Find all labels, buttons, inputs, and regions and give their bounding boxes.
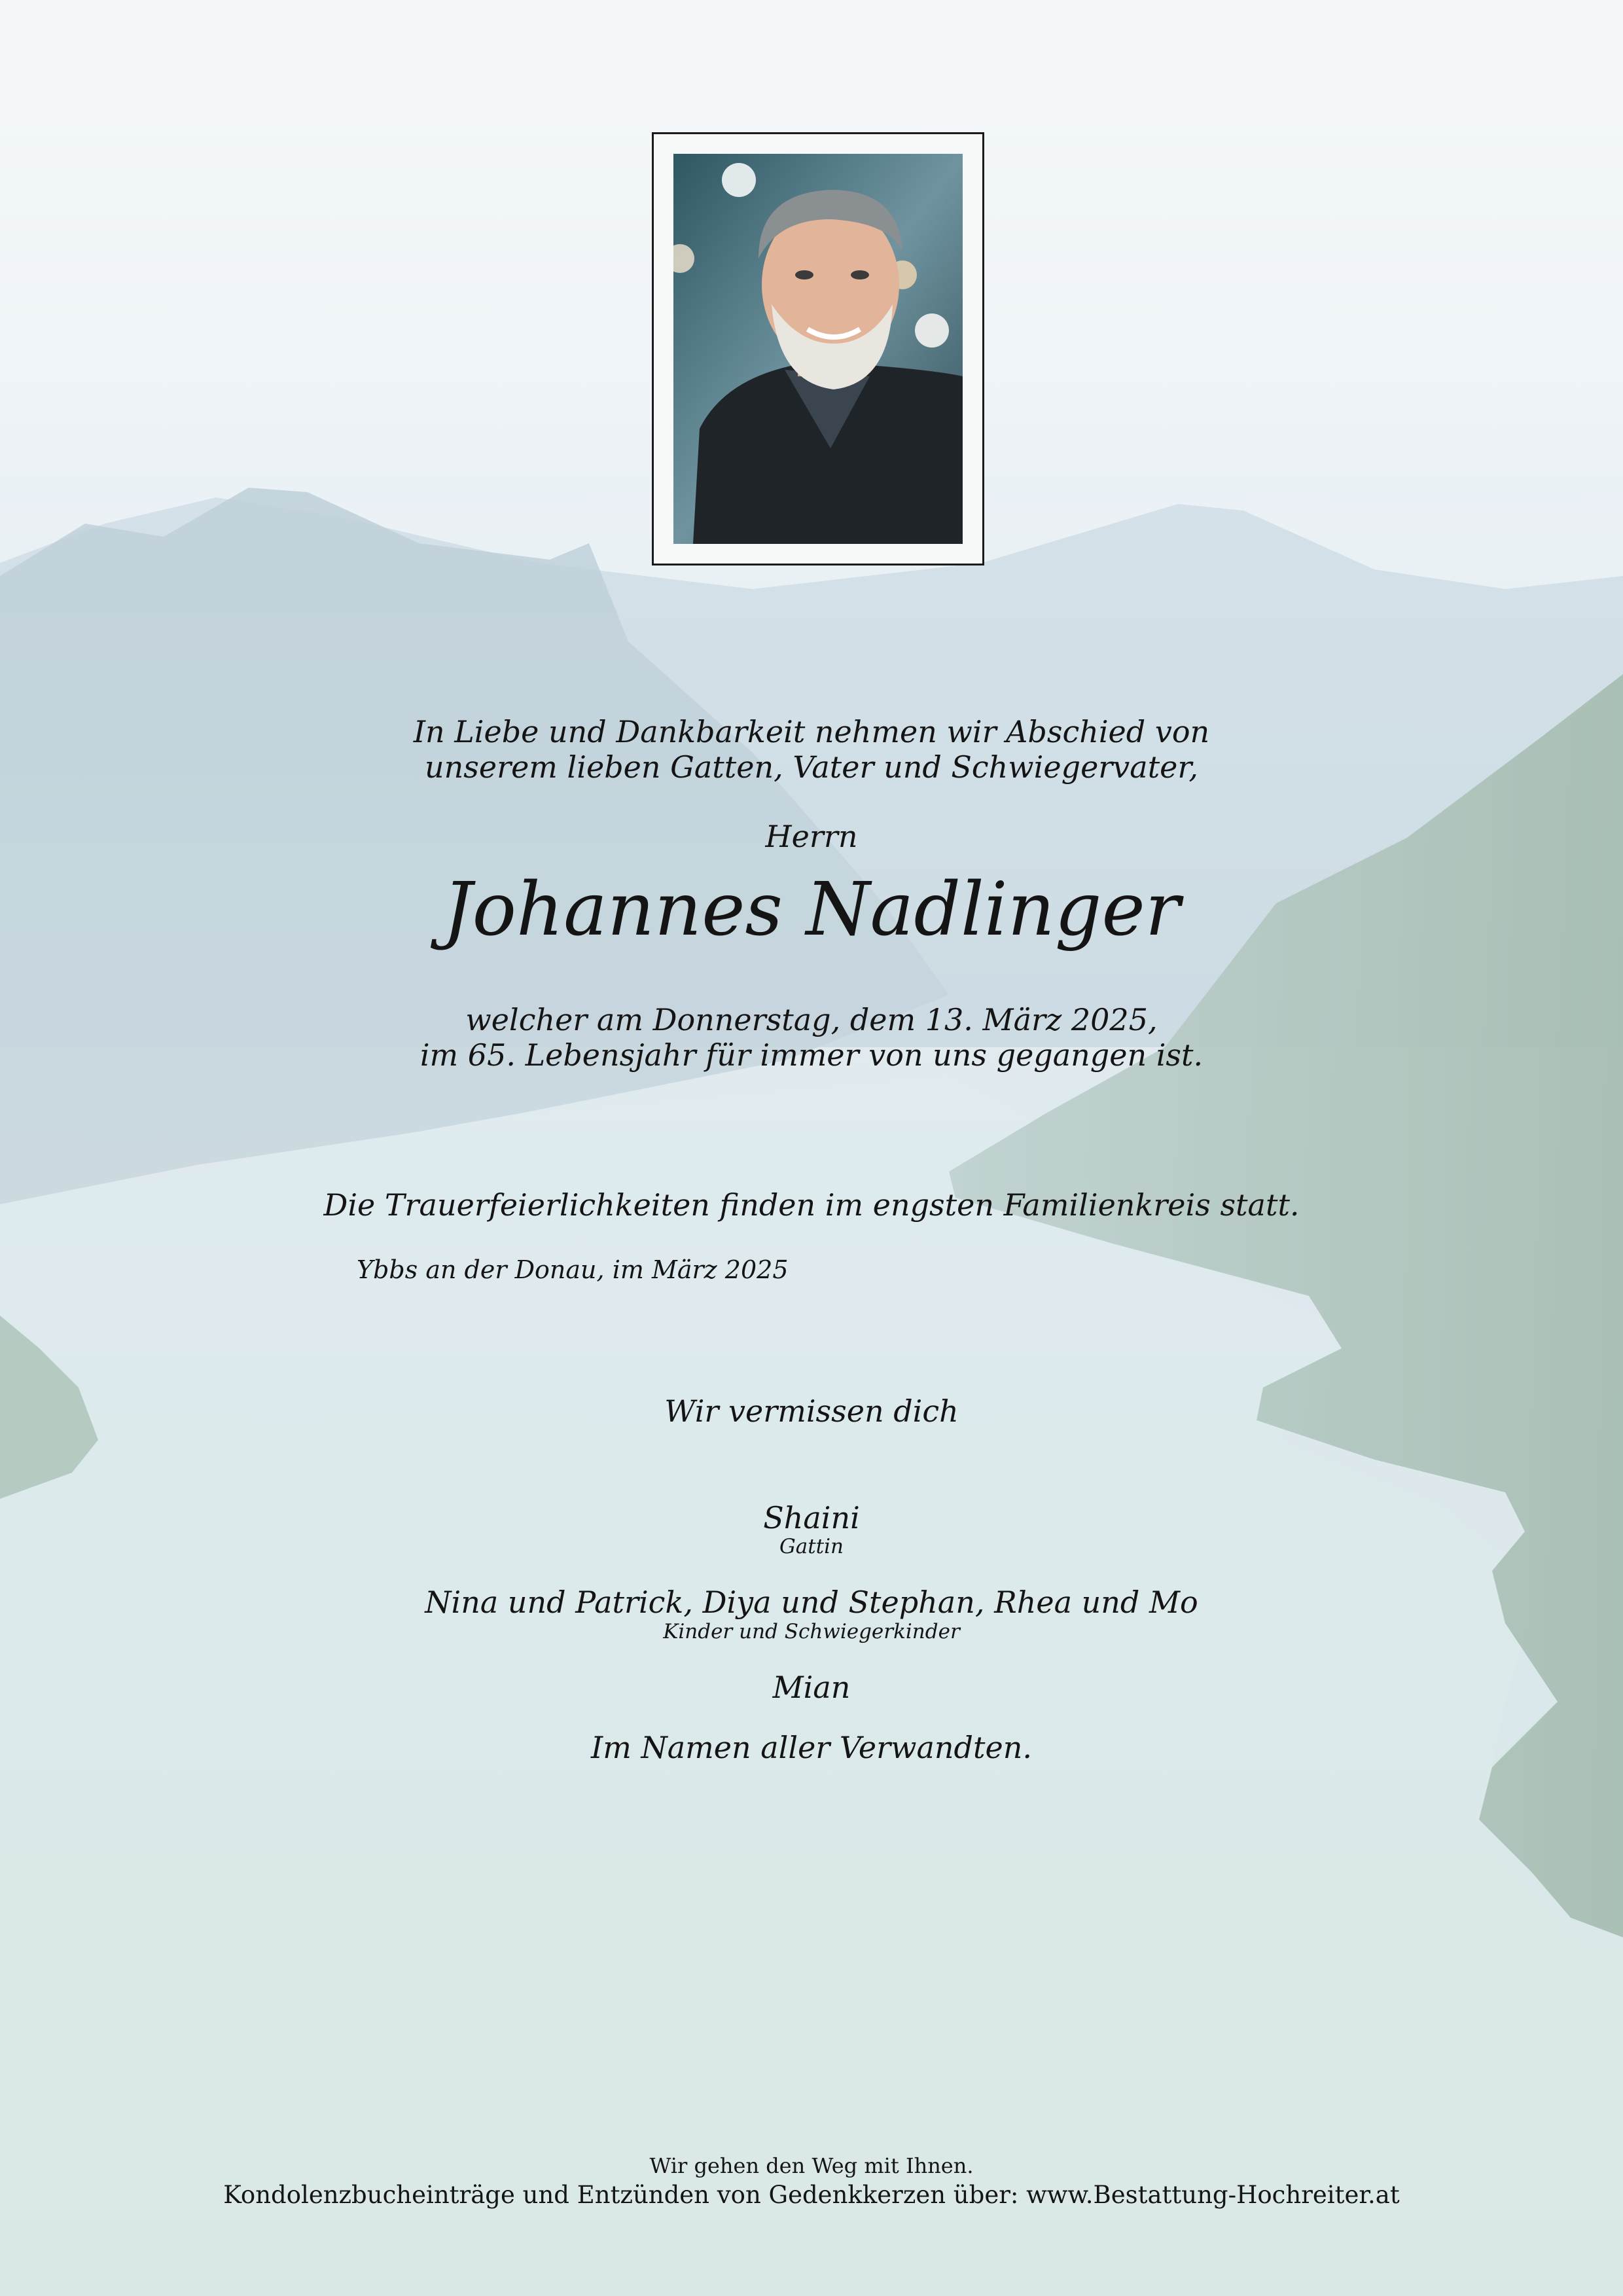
footer-slogan: Wir gehen den Weg mit Ihnen. (649, 2153, 974, 2178)
mourner-name-children: Nina und Patrick, Diya und Stephan, Rhea und Mo (425, 1585, 1198, 1620)
death-line-1: welcher am Donnerstag, dem 13. März 2025, (465, 1002, 1158, 1037)
deceased-name: Johannes Nadlinger (442, 867, 1181, 952)
salutation: Herrn (765, 819, 858, 854)
death-line-2: im 65. Lebensjahr für immer von uns gegangen ist. (419, 1037, 1204, 1073)
relatives-note: Im Namen aller Verwandten. (591, 1730, 1032, 1765)
miss-you: Wir vermissen dich (664, 1393, 959, 1429)
intro-line-1: In Liebe und Dankbarkeit nehmen wir Abschied von (413, 714, 1210, 749)
intro-line-2: unserem lieben Gatten, Vater und Schwiegervater, (425, 749, 1198, 785)
mourner-relation-children: Kinder und Schwiegerkinder (663, 1620, 960, 1643)
ceremony-note: Die Trauerfeierlichkeiten finden im engsten Familienkreis statt. (323, 1187, 1300, 1223)
footer-condolence: Kondolenzbucheinträge und Entzünden von Gedenkkerzen über: www.Bestattung-Hochreiter.at (223, 2181, 1400, 2209)
mourner-relation-spouse: Gattin (779, 1535, 844, 1558)
mourner-name-grandchild: Mian (772, 1670, 851, 1705)
portrait-photo-icon (673, 154, 963, 544)
mourner-name-spouse: Shaini (763, 1500, 860, 1535)
place-date: Ybbs an der Donau, im März 2025 (357, 1255, 789, 1284)
portrait-frame (652, 132, 984, 565)
